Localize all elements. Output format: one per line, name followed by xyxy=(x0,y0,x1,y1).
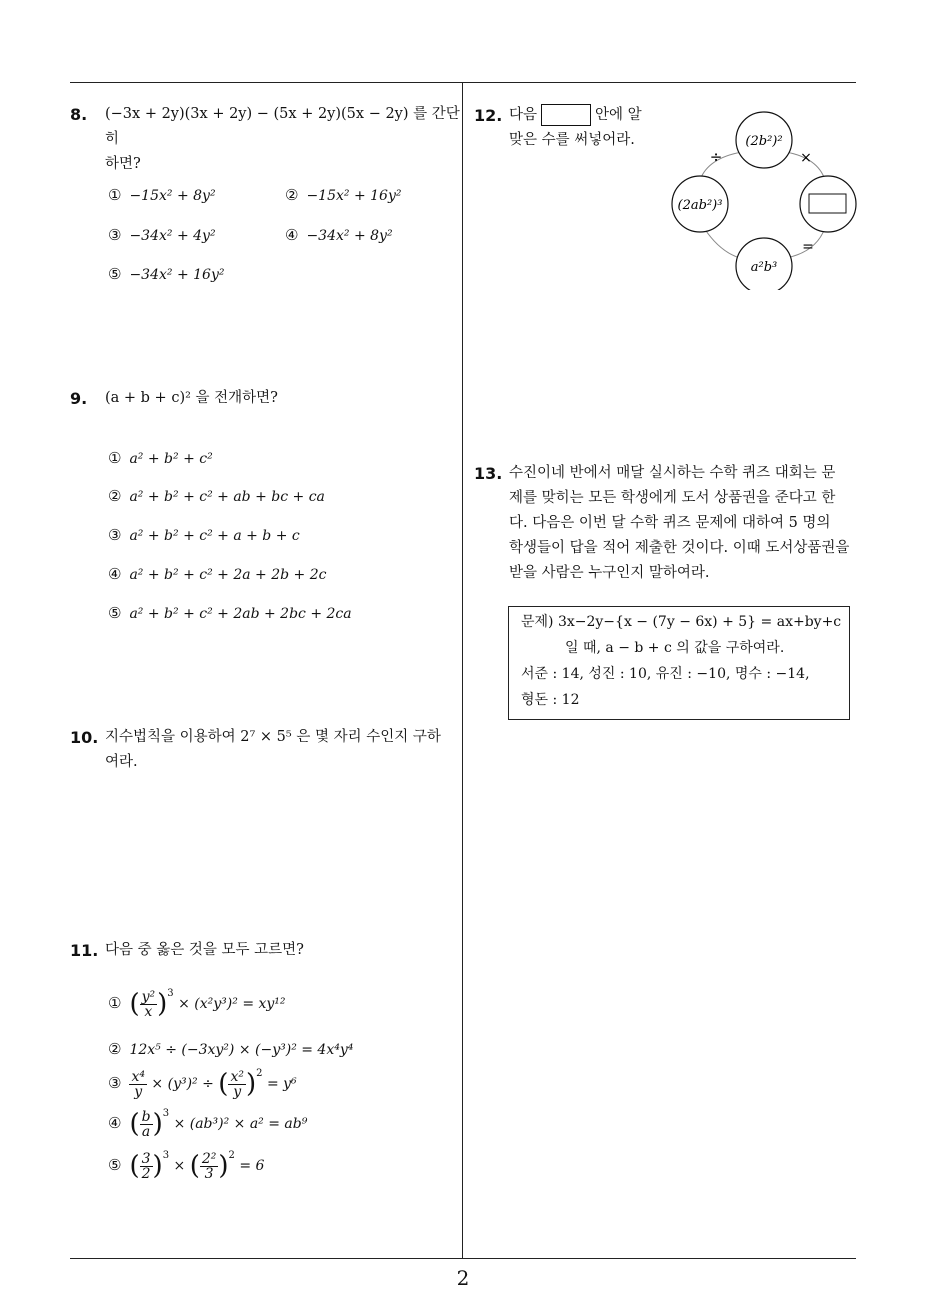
page-number: 2 xyxy=(456,1266,470,1290)
question-number: 9. xyxy=(70,389,88,408)
question-text-line: 하면? xyxy=(105,156,141,172)
option-expr: 12x⁵ ÷ (−3xy²) × (−y³)² = 4x⁴y⁴ xyxy=(129,1042,354,1058)
option-mark: ② xyxy=(108,487,122,505)
option-3[interactable]: ③ $\frac{\text{x⁴}}{y}$ × (y³)² ÷ ( $\frac{\text{x²}}{y}$ )$^2$ = y⁶ xyxy=(108,1068,297,1100)
question-text xyxy=(105,102,460,177)
question-text-segment: 다음 xyxy=(509,107,538,123)
question-text-line: 다. 다음은 이번 달 수학 퀴즈 문제에 대하여 5 명의 xyxy=(509,515,831,531)
option-mark: ③ xyxy=(108,226,122,244)
question-text-line: 제를 맞히는 모든 학생에게 도서 상품권을 준다고 한 xyxy=(509,490,836,506)
option-expr: −15x² + 16y² xyxy=(306,188,402,204)
fraction: $\frac{\text{2²}}{3}$ xyxy=(201,1150,217,1182)
question-text: (a + b + c)² 을 전개하면? xyxy=(105,390,278,406)
option-5[interactable] xyxy=(108,604,352,622)
question-8 xyxy=(70,102,460,177)
option-mark: ⑤ xyxy=(108,604,122,622)
question-text xyxy=(105,725,460,775)
option-3[interactable] xyxy=(108,526,300,544)
question-text xyxy=(509,103,674,153)
option-1[interactable]: ① ( $\frac{\text{y²}}{x}$ )$^3$ × (x²y³)² = xy¹² xyxy=(108,988,286,1020)
option-expr: × (y³)² ÷ xyxy=(151,1076,214,1092)
option-expr: −34x² + 4y² xyxy=(129,228,216,244)
option-mark: ⑤ xyxy=(108,1156,122,1174)
option-expr: a² + b² + c² + 2a + 2b + 2c xyxy=(129,567,327,583)
question-number: 8. xyxy=(70,105,88,124)
option-5[interactable]: ⑤ ( $\frac{3}{2}$ )$^3$ × ( $\frac{\text{2²}}{3}$ )$^2$ = 6 xyxy=(108,1150,265,1182)
label-left: (2ab²)³ xyxy=(677,198,723,213)
question-11 xyxy=(70,938,460,963)
question-9 xyxy=(70,386,460,411)
question-text-line: 지수법칙을 이용하여 2⁷ × 5⁵ 은 몇 자리 수인지 구하 xyxy=(105,729,441,745)
question-12 xyxy=(474,103,674,153)
label-top: (2b²)² xyxy=(745,134,783,149)
answer-box[interactable] xyxy=(541,104,591,126)
option-expr: × (x²y³)² = xy¹² xyxy=(178,996,286,1012)
option-expr: −34x² + 8y² xyxy=(306,228,393,244)
question-text xyxy=(509,461,864,586)
multiply-operator: × xyxy=(800,150,812,166)
column-divider xyxy=(462,83,463,1258)
option-mark: ④ xyxy=(108,1114,122,1132)
student-answers-line: 서준 : 14, 성진 : 10, 유진 : −10, 명수 : −14, xyxy=(521,666,810,682)
option-expr: × xyxy=(173,1158,186,1174)
question-text-line: 여라. xyxy=(105,754,138,770)
question-13 xyxy=(474,461,864,586)
question-text: 다음 중 옳은 것을 모두 고르면? xyxy=(105,942,304,958)
student-answers-line: 형돈 : 12 xyxy=(521,692,580,708)
option-4[interactable] xyxy=(108,565,326,583)
option-3[interactable] xyxy=(108,226,216,244)
question-text-segment: 안에 알 xyxy=(595,107,642,123)
connector-bottom-left xyxy=(704,228,740,258)
top-rule xyxy=(70,82,856,83)
question-text-line: 맞은 수를 써넣어라. xyxy=(509,132,635,148)
option-4[interactable]: ④ ( $\frac{b}{a}$ )$^3$ × (ab³)² × a² = ab⁹ xyxy=(108,1108,308,1140)
question-number: 10. xyxy=(70,728,99,747)
fraction: $\frac{\text{x⁴}}{y}$ xyxy=(131,1068,145,1100)
divide-operator: ÷ xyxy=(709,148,723,166)
diagram-answer-box[interactable] xyxy=(809,194,846,213)
option-2[interactable] xyxy=(108,487,325,505)
option-mark: ④ xyxy=(285,226,299,244)
option-expr: −15x² + 8y² xyxy=(129,188,216,204)
fraction: $\frac{3}{2}$ xyxy=(141,1150,151,1182)
fraction: $\frac{b}{a}$ xyxy=(141,1108,151,1140)
question-number: 12. xyxy=(474,106,503,125)
option-mark: ② xyxy=(108,1040,122,1058)
option-2[interactable] xyxy=(108,1040,353,1058)
label-bottom: a²b³ xyxy=(750,260,778,275)
option-expr: × (ab³)² × a² = ab⁹ xyxy=(173,1116,308,1132)
option-mark: ⑤ xyxy=(108,265,122,283)
quiz-problem-line: 일 때, a − b + c 의 값을 구하여라. xyxy=(565,640,785,656)
question-10 xyxy=(70,725,460,775)
bottom-rule xyxy=(70,1258,856,1259)
option-mark: ④ xyxy=(108,565,122,583)
option-expr: = y⁶ xyxy=(266,1076,297,1092)
question-text-line: 수진이네 반에서 매달 실시하는 수학 퀴즈 대회는 문 xyxy=(509,465,836,481)
fraction: $\frac{\text{y²}}{x}$ xyxy=(141,988,156,1020)
option-4[interactable] xyxy=(285,226,393,244)
option-expr: a² + b² + c² + ab + bc + ca xyxy=(129,489,325,505)
option-mark: ① xyxy=(108,186,122,204)
quiz-problem-box xyxy=(508,606,850,720)
option-mark: ③ xyxy=(108,1074,122,1092)
question-text-line: 학생들이 답을 적어 제출한 것이다. 이때 도서상품권을 xyxy=(509,540,850,556)
option-expr: = 6 xyxy=(239,1158,265,1174)
question-text-line: 받을 사람은 누구인지 말하여라. xyxy=(509,565,710,581)
option-expr: a² + b² + c² + 2ab + 2bc + 2ca xyxy=(129,606,352,622)
option-mark: ② xyxy=(285,186,299,204)
fraction: $\frac{\text{x²}}{y}$ xyxy=(230,1068,244,1100)
option-1[interactable] xyxy=(108,186,216,204)
option-expr: −34x² + 16y² xyxy=(129,267,225,283)
option-5[interactable] xyxy=(108,265,224,283)
question-text-line: (−3x + 2y)(3x + 2y) − (5x + 2y)(5x − 2y) 를 간단히 xyxy=(105,106,460,147)
cycle-diagram xyxy=(668,110,858,290)
option-expr: a² + b² + c² xyxy=(129,451,213,467)
quiz-problem-line: 문제) 3x−2y−{x − (7y − 6x) + 5} = ax+by+c xyxy=(521,614,842,630)
equals-operator: = xyxy=(802,239,814,255)
option-mark: ③ xyxy=(108,526,122,544)
option-2[interactable] xyxy=(285,186,401,204)
question-number: 13. xyxy=(474,464,503,483)
option-mark: ① xyxy=(108,449,122,467)
question-number: 11. xyxy=(70,941,99,960)
option-expr: a² + b² + c² + a + b + c xyxy=(129,528,300,544)
option-1[interactable] xyxy=(108,449,213,467)
option-mark: ① xyxy=(108,994,122,1012)
